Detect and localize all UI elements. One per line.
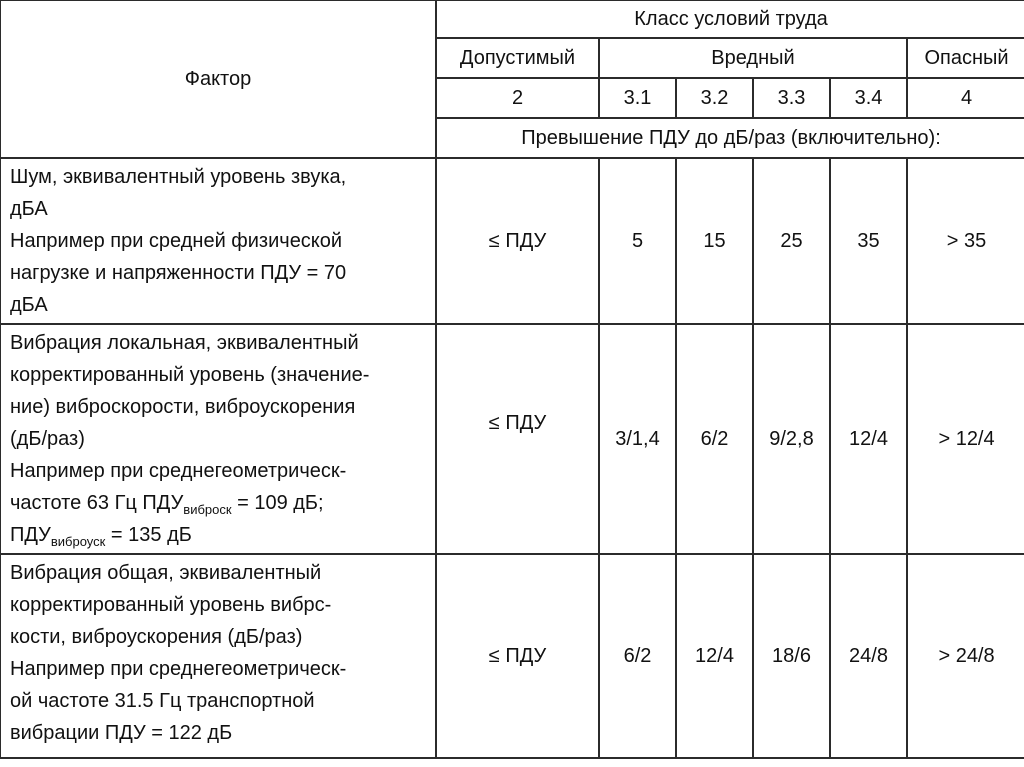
value-text: ≤ ПДУ	[488, 412, 547, 434]
value-cell: 6/2	[599, 554, 676, 758]
value-cell: > 12/4	[907, 324, 1024, 554]
factor-line: дБА	[10, 294, 48, 316]
factor-header-cell	[0, 0, 436, 158]
class-title-cell	[436, 0, 1024, 38]
value-cell: ≤ ПДУ	[436, 158, 599, 324]
class-4: 4	[907, 78, 1024, 118]
factor-line: Например при средней физической	[10, 230, 343, 252]
value-cell: 18/6	[753, 554, 830, 758]
factor-line: кости, виброускорения (дБ/раз)	[10, 626, 303, 648]
factor-text: = 135 дБ	[105, 524, 192, 546]
factor-cell	[0, 158, 436, 324]
factor-line: Шум, эквивалентный уровень звука,	[10, 166, 347, 188]
subscript: виброуск	[50, 534, 106, 549]
factor-cell	[0, 324, 436, 554]
value-cell: 3/1,4	[599, 324, 676, 554]
factor-text: частоте 63 Гц ПДУ	[10, 492, 184, 514]
factor-line: дБА	[10, 198, 48, 220]
value-cell: 12/4	[676, 554, 753, 758]
factor-text: = 109 дБ;	[231, 492, 324, 514]
class-2: 2	[436, 78, 599, 118]
limit-note: Превышение ПДУ до дБ/раз (включительно):	[436, 118, 1024, 158]
group-allowable: Допустимый	[436, 38, 599, 78]
factor-text: ПДУ	[10, 524, 51, 546]
table-row	[0, 158, 1024, 324]
group-harmful: Вредный	[599, 38, 907, 78]
table-row	[0, 324, 1024, 554]
factor-line: Вибрация общая, эквивалентный	[10, 562, 322, 584]
value-cell: > 24/8	[907, 554, 1024, 758]
class-3-2: 3.2	[676, 78, 753, 118]
table-row	[0, 554, 1024, 758]
factor-line: корректированный уровень (значение-	[10, 364, 370, 386]
class-3-4: 3.4	[830, 78, 907, 118]
value-cell: 25	[753, 158, 830, 324]
subscript: виброск	[183, 502, 232, 517]
value-cell: 12/4	[830, 324, 907, 554]
factor-line: (дБ/раз)	[10, 428, 85, 450]
factor-cell	[0, 554, 436, 758]
factor-line: Например при среднегеометрическ-	[10, 460, 347, 482]
factor-line	[10, 519, 427, 551]
class-3-1: 3.1	[599, 78, 676, 118]
factor-line	[10, 487, 427, 519]
factor-line: ние) виброскорости, виброускорения	[10, 396, 356, 418]
class-3-3: 3.3	[753, 78, 830, 118]
class-title: Класс условий труда	[634, 8, 828, 30]
factor-line: вибрации ПДУ = 122 дБ	[10, 722, 233, 744]
value-cell: 24/8	[830, 554, 907, 758]
factor-line: корректированный уровень вибрс-	[10, 594, 332, 616]
value-cell	[436, 324, 599, 554]
value-cell: 9/2,8	[753, 324, 830, 554]
value-cell: 15	[676, 158, 753, 324]
value-cell: 5	[599, 158, 676, 324]
header-row-class	[0, 0, 1024, 38]
value-cell: ≤ ПДУ	[436, 554, 599, 758]
value-cell: 35	[830, 158, 907, 324]
group-dangerous: Опасный	[907, 38, 1024, 78]
value-cell: 6/2	[676, 324, 753, 554]
value-cell: > 35	[907, 158, 1024, 324]
factor-header: Фактор	[184, 68, 252, 90]
factor-line: Например при среднегеометрическ-	[10, 658, 347, 680]
factor-line: ой частоте 31.5 Гц транспортной	[10, 690, 315, 712]
factor-line: нагрузке и напряженности ПДУ = 70	[10, 262, 347, 284]
factor-line: Вибрация локальная, эквивалентный	[10, 332, 359, 354]
